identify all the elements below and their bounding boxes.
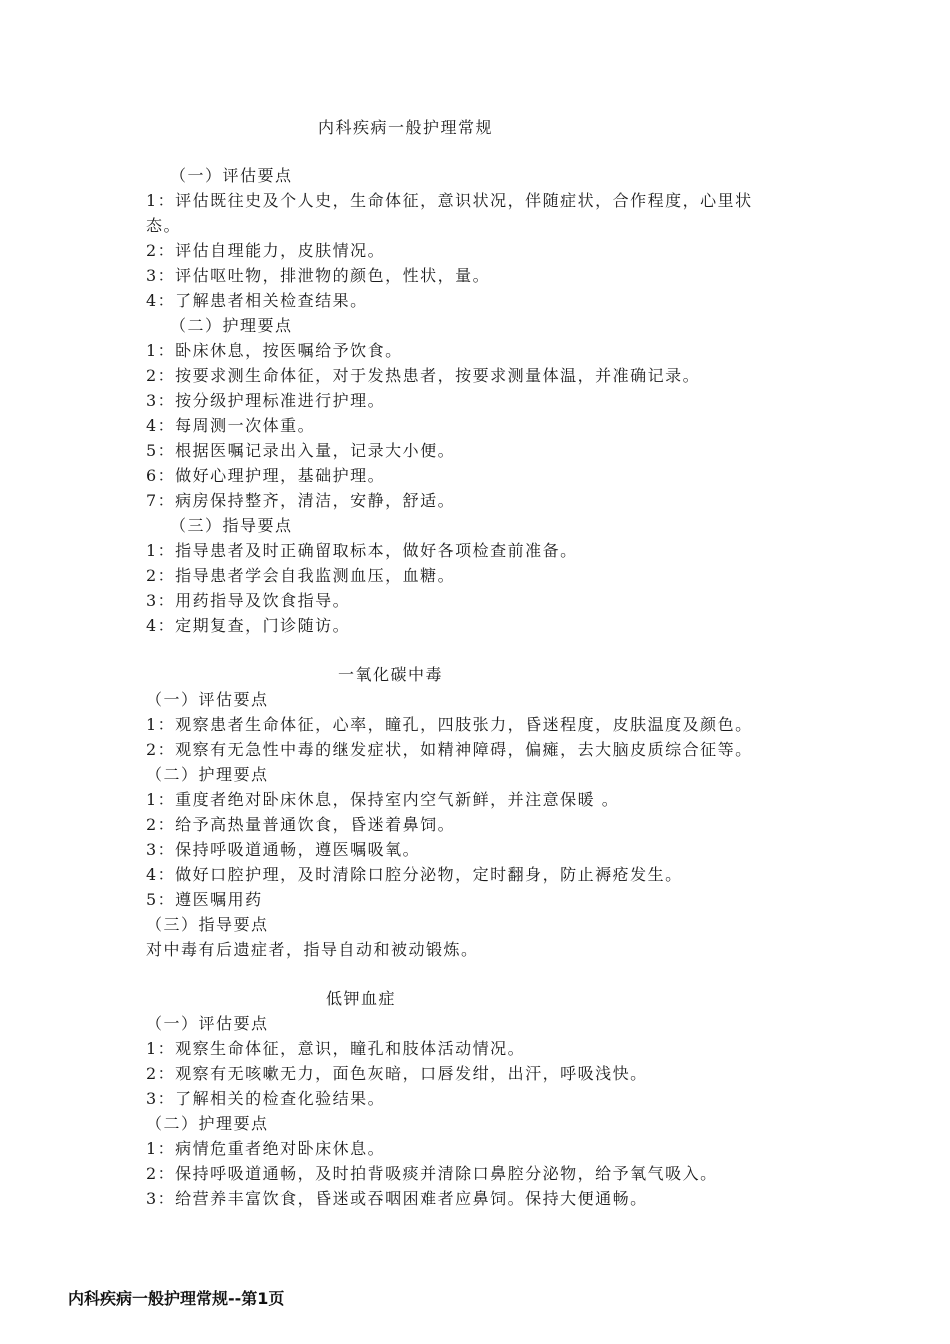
list-item: 6：做好心理护理，基础护理。: [146, 466, 386, 485]
list-item: 4：做好口腔护理，及时清除口腔分泌物，定时翻身，防止褥疮发生。: [146, 865, 683, 884]
list-item: 2：给予高热量普通饮食，昏迷着鼻饲。: [146, 815, 456, 834]
section-title: 一氧化碳中毒: [338, 665, 444, 684]
list-item: 5：根据医嘱记录出入量，记录大小便。: [146, 441, 456, 460]
list-item: 3：用药指导及饮食指导。: [146, 591, 351, 610]
list-item: 1：病情危重者绝对卧床休息。: [146, 1139, 386, 1158]
list-item: 3：了解相关的检查化验结果。: [146, 1089, 386, 1108]
list-item: 1：指导患者及时正确留取标本，做好各项检查前准备。: [146, 541, 578, 560]
list-item: 4：每周测一次体重。: [146, 416, 316, 435]
list-item: 3：给营养丰富饮食，昏迷或吞咽困难者应鼻饲。保持大便通畅。: [146, 1189, 648, 1208]
list-item: 2：观察有无急性中毒的继发症状，如精神障碍，偏瘫，去大脑皮质综合征等。: [146, 740, 753, 759]
list-item: 4：定期复查，门诊随访。: [146, 616, 351, 635]
subsection-heading: （一）评估要点: [146, 1014, 269, 1033]
list-item: 5：遵医嘱用药: [146, 890, 263, 909]
subsection-heading: （三）指导要点: [146, 915, 269, 934]
list-item: 2：评估自理能力，皮肤情况。: [146, 241, 386, 260]
section-title: 低钾血症: [326, 989, 397, 1008]
list-item: 4：了解患者相关检查结果。: [146, 291, 368, 310]
list-item: 2：指导患者学会自我监测血压，血糖。: [146, 566, 456, 585]
subsection-heading: （一）评估要点: [170, 166, 293, 185]
list-item: 1：观察患者生命体征，心率，瞳孔，四肢张力，昏迷程度，皮肤温度及颜色。: [146, 715, 753, 734]
subsection-heading: （二）护理要点: [170, 316, 293, 335]
subsection-heading: （一）评估要点: [146, 690, 269, 709]
list-item: 1：观察生命体征，意识，瞳孔和肢体活动情况。: [146, 1039, 526, 1058]
list-item: 3：评估呕吐物，排泄物的颜色，性状，量。: [146, 266, 491, 285]
page-footer: 内科疾病一般护理常规--第1页: [68, 1289, 285, 1308]
list-item: 2：观察有无咳嗽无力，面色灰暗，口唇发绀，出汗，呼吸浅快。: [146, 1064, 648, 1083]
subsection-heading: （二）护理要点: [146, 765, 269, 784]
list-item: 3：保持呼吸道通畅，遵医嘱吸氧。: [146, 840, 421, 859]
list-item: 态。: [146, 216, 182, 235]
subsection-heading: （二）护理要点: [146, 1114, 269, 1133]
section-title: 内科疾病一般护理常规: [318, 118, 494, 137]
list-item: 1：重度者绝对卧床休息，保持室内空气新鲜，并注意保暖 。: [146, 790, 620, 809]
list-item: 7：病房保持整齐，清洁，安静，舒适。: [146, 491, 456, 510]
list-item: 2：按要求测生命体征，对于发热患者，按要求测量体温，并准确记录。: [146, 366, 701, 385]
subsection-heading: （三）指导要点: [170, 516, 293, 535]
list-item: 对中毒有后遗症者，指导自动和被动锻炼。: [146, 940, 479, 959]
list-item: 1：卧床休息，按医嘱给予饮食。: [146, 341, 403, 360]
list-item: 1：评估既往史及个人史，生命体征，意识状况，伴随症状，合作程度，心里状: [146, 191, 753, 210]
list-item: 2：保持呼吸道通畅，及时拍背吸痰并清除口鼻腔分泌物，给予氧气吸入。: [146, 1164, 718, 1183]
list-item: 3：按分级护理标准进行护理。: [146, 391, 386, 410]
